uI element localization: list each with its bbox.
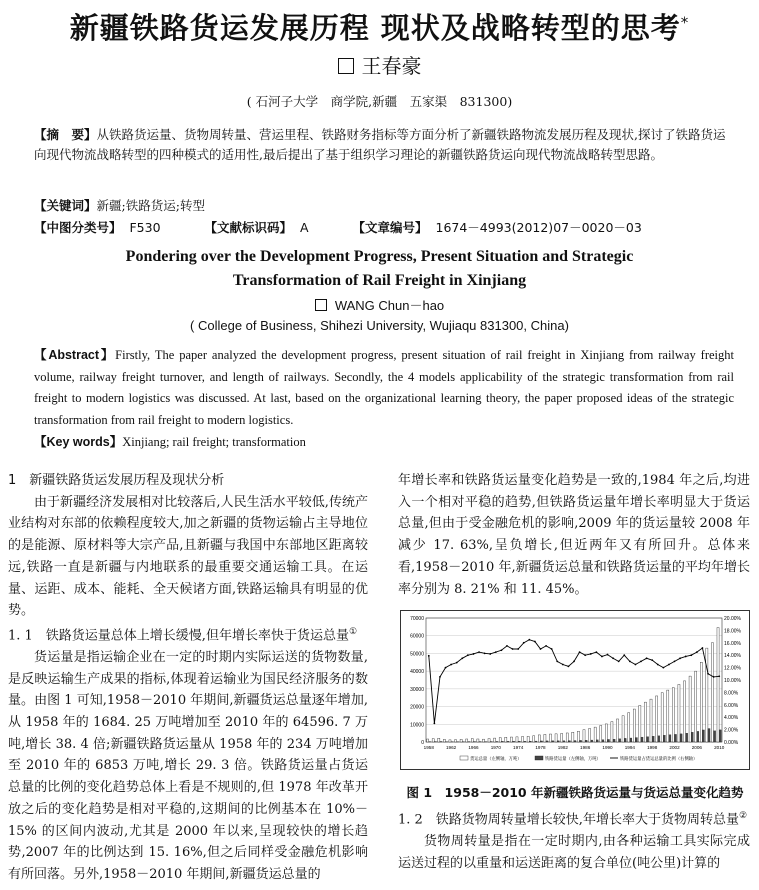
bar-rail-freight	[646, 737, 648, 742]
bar-rail-freight	[602, 740, 604, 742]
line-point	[428, 655, 430, 657]
legend-label: 铁路货运量（左侧轴，万吨）	[545, 757, 601, 762]
left-column	[8, 470, 368, 886]
bar-total-freight	[533, 736, 535, 742]
paragraph-3: 年增长率和铁路货运量变化趋势是一致的,1984 年之后,均进入一个相对平稳的趋势,但铁路货运量年增长率明显大于货运总量,但由于受金融危机的影响,2009 年的货运量较 2008 年减少 17. 63%,呈负增长,但近两年又有所回升。总体来看,1958－2010 年,新疆货运总量和铁路货运量的平均年增长率分别为 8. 21% 和 11. 45%。	[398, 473, 750, 597]
affiliation: ( 石河子大学 商学院,新疆 五家渠 831300)	[246, 94, 513, 109]
line-point	[473, 653, 475, 655]
y-left-tick-label: 20000	[410, 704, 424, 711]
author-marker-box	[315, 299, 327, 311]
bar-total-freight	[706, 648, 708, 742]
bar-rail-freight	[579, 740, 581, 742]
line-point	[489, 653, 491, 655]
legend-label: 铁路货运量占货运总量的比例（右侧轴）	[620, 757, 698, 762]
bar-rail-freight	[501, 741, 503, 742]
bar-rail-freight	[591, 740, 593, 742]
bar-total-freight	[628, 713, 630, 742]
x-tick-label: 1958	[423, 745, 434, 750]
line-point	[484, 652, 486, 654]
y-right-tick-label: 8.00%	[724, 690, 739, 697]
bar-rail-freight	[663, 735, 665, 742]
bar-total-freight	[639, 706, 641, 742]
bar-rail-freight	[524, 741, 526, 742]
bar-total-freight	[611, 722, 613, 742]
bar-total-freight	[499, 738, 501, 742]
y-left-tick-label: 60000	[410, 633, 424, 640]
line-point	[523, 642, 525, 644]
line-point	[618, 661, 620, 663]
line-point	[713, 676, 715, 678]
bar-total-freight	[656, 696, 658, 742]
y-right-tick-label: 2.00%	[724, 727, 739, 734]
line-point	[679, 657, 681, 659]
line-point	[601, 656, 603, 658]
bar-rail-freight	[624, 738, 626, 742]
bar-total-freight	[678, 684, 680, 742]
bar-total-freight	[689, 676, 691, 742]
bar-rail-freight	[686, 733, 688, 742]
line-point	[668, 664, 670, 666]
bar-rail-freight	[546, 741, 548, 742]
x-tick-label: 1974	[513, 745, 524, 750]
abstract-text: 从铁路货运量、货物周转量、营运里程、铁路财务指标等方面分析了新疆铁路物流发展历程及现状,探讨了铁路货运向现代物流战略转型的四种模式的适用性,最后提出了基于组织学习理论的新疆铁路货运向现代物流战略转型思路。	[34, 127, 726, 162]
bar-total-freight	[443, 739, 445, 742]
bar-total-freight	[561, 733, 563, 742]
keywords-label: 【关键词】	[34, 198, 97, 213]
y-left-tick-label: 40000	[410, 669, 424, 676]
bar-total-freight	[510, 737, 512, 742]
bar-total-freight	[577, 731, 579, 742]
line-point	[612, 657, 614, 659]
bar-total-freight	[549, 734, 551, 742]
bar-total-freight	[594, 727, 596, 742]
right-column-top	[398, 470, 750, 600]
english-abstract: 【Abstract】Firstly, The paper analyzed the development progress, present situation of rail freight in Xinjiang from railway freight volume, railway freight turnover, and length of railways. Secondly, the 4 models applicability of the strategic transformation from rail freight to modern logistics was discussed. At last, based on the organizational learning theory, the paper proposed ideas of the strategic transformation from rail freight to modern logistics.	[34, 348, 734, 427]
line-point	[584, 654, 586, 656]
figure-1-caption: 图 1 1958－2010 年新疆铁路货运量与货运总量变化趋势	[406, 785, 744, 800]
y-right-tick-label: 4.00%	[724, 715, 739, 722]
line-point	[461, 657, 463, 659]
line-point	[500, 649, 502, 651]
bar-rail-freight	[630, 738, 632, 742]
bar-rail-freight	[641, 737, 643, 742]
subsection-1-1-heading: 1. 1 铁路货运量总体上增长缓慢,但年增长率快于货运总量①	[8, 626, 358, 644]
y-right-tick-label: 16.00%	[724, 640, 741, 647]
bar-rail-freight	[557, 741, 559, 742]
bar-total-freight	[644, 702, 646, 742]
bar-total-freight	[432, 739, 434, 742]
bar-total-freight	[717, 628, 719, 742]
y-right-tick-label: 6.00%	[724, 702, 739, 709]
keywords-text: 新疆;铁路货运;转型	[96, 198, 205, 213]
line-point	[718, 675, 720, 677]
bar-total-freight	[494, 738, 496, 742]
y-left-tick-label: 50000	[410, 651, 424, 658]
bar-rail-freight	[512, 741, 514, 742]
bar-rail-freight	[714, 731, 716, 742]
y-right-tick-label: 20.00%	[724, 616, 741, 622]
line-point	[651, 659, 653, 661]
bar-rail-freight	[552, 741, 554, 742]
bar-total-freight	[605, 724, 607, 742]
line-point	[562, 664, 564, 666]
bar-rail-freight	[658, 736, 660, 742]
bar-rail-freight	[540, 741, 542, 742]
bar-rail-freight	[691, 732, 693, 742]
bar-total-freight	[471, 739, 473, 742]
legend-swatch-total	[460, 756, 468, 760]
bar-total-freight	[683, 681, 685, 742]
bar-total-freight	[488, 739, 490, 742]
bar-total-freight	[522, 737, 524, 742]
bar-rail-freight	[496, 741, 498, 742]
line-point	[590, 653, 592, 655]
bar-total-freight	[633, 709, 635, 742]
english-title: Pondering over the Development Progress, Present Situation and Strategic Transformation of Rail Freight in Xinjiang	[125, 248, 634, 289]
bar-rail-freight	[619, 739, 621, 742]
bar-total-freight	[449, 740, 451, 742]
bar-total-freight	[482, 739, 484, 742]
classification-line: 【中图分类号】 F530 【文献标识码】 A 【文章编号】 1674－4993(2012)07－0020－03	[34, 220, 642, 235]
line-point	[551, 648, 553, 650]
line-point	[646, 657, 648, 659]
bar-rail-freight	[719, 730, 721, 742]
line-point	[545, 645, 547, 647]
line-point	[528, 639, 530, 641]
bar-total-freight	[583, 730, 585, 742]
bar-rail-freight	[697, 731, 699, 742]
bar-total-freight	[555, 734, 557, 742]
line-point	[640, 661, 642, 663]
y-right-tick-label: 14.00%	[724, 653, 741, 660]
paragraph-1: 由于新疆经济发展相对比较落后,人民生活水平较低,传统产业结构对东部的依赖程度较大,加之新疆的货物运输占主导地位的是能源、原材料等大宗产品,且新疆与我国中东部地区距离较远,铁路一直是新疆与内地联系的最重要交通运输工具。在运量、运距、成本、能耗、全天候诸方面,铁路运输具有明显的优势。	[8, 494, 368, 619]
x-tick-label: 1998	[647, 745, 658, 750]
author-marker-box	[338, 58, 354, 74]
bar-rail-freight	[669, 735, 671, 742]
line-point	[517, 648, 519, 650]
x-tick-label: 1962	[446, 745, 457, 750]
paragraph-4: 货物周转量是指在一定时期内,由各种运输工具实际完成运送过程的以重量和运送距离的复合单位(吨公里)计算的	[398, 834, 750, 871]
bar-total-freight	[589, 729, 591, 742]
line-point	[702, 647, 704, 649]
bar-rail-freight	[635, 738, 637, 742]
line-point	[506, 645, 508, 647]
line-point	[433, 723, 435, 725]
bar-rail-freight	[680, 734, 682, 742]
paper-title: 新疆铁路货运发展历程 现状及战略转型的思考*	[69, 11, 690, 45]
line-point	[467, 654, 469, 656]
y-left-tick-label: 30000	[410, 686, 424, 693]
bar-total-freight	[466, 739, 468, 742]
line-point	[635, 664, 637, 666]
author: 王春豪	[0, 50, 759, 79]
line-point	[573, 661, 575, 663]
line-point	[595, 651, 597, 653]
abstract-label: 【摘 要】	[34, 127, 97, 142]
x-tick-label: 2002	[669, 745, 680, 750]
y-right-tick-label: 0.00%	[724, 740, 739, 746]
y-right-tick-label: 18.00%	[724, 628, 741, 635]
bar-rail-freight	[708, 729, 710, 742]
line-point	[707, 673, 709, 675]
line-point	[456, 662, 458, 664]
bar-rail-freight	[518, 741, 520, 742]
keywords-cn	[34, 196, 734, 216]
bar-rail-freight	[607, 739, 609, 742]
bar-total-freight	[427, 739, 429, 742]
bar-rail-freight	[652, 736, 654, 742]
bar-total-freight	[700, 662, 702, 742]
bar-rail-freight	[529, 741, 531, 742]
english-author: WANG Chun－hao	[0, 295, 759, 314]
line-point	[478, 651, 480, 653]
bar-total-freight	[667, 690, 669, 742]
bar-total-freight	[572, 732, 574, 742]
x-tick-label: 1986	[580, 745, 591, 750]
bar-rail-freight	[613, 739, 615, 742]
bar-total-freight	[454, 740, 456, 742]
bar-rail-freight	[574, 741, 576, 742]
line-point	[623, 654, 625, 656]
bar-total-freight	[538, 735, 540, 742]
line-point	[495, 651, 497, 653]
line-point	[674, 661, 676, 663]
section-1-heading: 1 新疆铁路货运发展历程及现状分析	[8, 473, 225, 488]
legend-label: 货运总量（左侧轴，万吨）	[470, 757, 522, 762]
line-point	[662, 667, 664, 669]
bar-total-freight	[600, 726, 602, 742]
line-point	[579, 651, 581, 653]
x-tick-label: 1970	[490, 745, 501, 750]
line-point	[690, 654, 692, 656]
bar-total-freight	[460, 739, 462, 742]
x-tick-label: 2010	[714, 745, 725, 750]
bar-rail-freight	[535, 741, 537, 742]
line-point	[696, 651, 698, 653]
english-keywords: 【Key words】Xinjiang; rail freight; transformation	[34, 435, 306, 449]
y-right-tick-label: 10.00%	[724, 678, 741, 684]
bar-rail-freight	[585, 740, 587, 742]
bar-rail-freight	[568, 741, 570, 742]
bar-total-freight	[672, 688, 674, 742]
subsection-1-2-heading: 1. 2 铁路货物周转量增长较快,年增长率大于货物周转总量②	[398, 811, 748, 828]
x-tick-label: 1982	[557, 745, 568, 750]
bar-total-freight	[566, 733, 568, 742]
x-tick-label: 1994	[624, 745, 635, 750]
y-left-tick-label: 0	[421, 740, 424, 746]
figure-1-chart	[400, 610, 750, 770]
line-point	[556, 661, 558, 663]
y-left-tick-label: 10000	[410, 722, 424, 729]
bar-total-freight	[544, 734, 546, 742]
bar-total-freight	[438, 738, 440, 742]
abstract-cn	[34, 125, 734, 165]
bar-total-freight	[661, 693, 663, 742]
bar-total-freight	[711, 643, 713, 742]
line-point	[512, 648, 514, 650]
english-affiliation: ( College of Business, Shihezi University, Wujiaqu 831300, China)	[190, 318, 569, 333]
bar-total-freight	[477, 739, 479, 742]
line-point	[685, 656, 687, 658]
bar-rail-freight	[596, 740, 598, 742]
bar-total-freight	[695, 671, 697, 742]
line-point	[540, 648, 542, 650]
bar-total-freight	[622, 716, 624, 742]
y-left-tick-label: 70000	[410, 616, 424, 622]
bar-rail-freight	[440, 741, 442, 742]
legend-swatch-rail	[535, 756, 543, 760]
bar-rail-freight	[702, 730, 704, 742]
line-point	[450, 664, 452, 666]
paragraph-2: 货运量是指运输企业在一定的时期内实际运送的货物数量,是反映运输生产成果的指标,体现着运输业为国民经济服务的数量。由图 1 可知,1958－2010 年期间,新疆货运总量逐年增加,从 1958 年的 1684. 25 万吨增加至 2010 年的 64596. 7 万吨,增长 38. 4 倍;新疆铁路货运量从 1958 年的 234 万吨增加至 2010 年的 6853 万吨,增长 29. 3 倍。铁路货运量占货运总量的比例的变化趋势总体上看是不规则的,但 1978 年改革开放之后的变化趋势是相对平稳的,这期间的比例基本在 10%－15% 的区间内波动,尤其是 2000 年以来,呈现较快的增长趋势,2007 年的比例达到 15. 16%,但之后同样受金融危机影响有所回落。另外,1958－2010 年期间,新疆货运总量的	[8, 649, 368, 882]
line-point	[534, 641, 536, 643]
line-point	[657, 664, 659, 666]
line-point	[568, 665, 570, 667]
bar-total-freight	[505, 737, 507, 742]
bar-rail-freight	[563, 741, 565, 742]
right-column-bottom	[398, 806, 750, 874]
bar-total-freight	[516, 737, 518, 742]
line-point	[445, 667, 447, 669]
x-tick-label: 1966	[468, 745, 479, 750]
bar-rail-freight	[674, 734, 676, 742]
line-point	[439, 676, 441, 678]
x-tick-label: 1990	[602, 745, 613, 750]
line-point	[629, 661, 631, 663]
bar-total-freight	[527, 736, 529, 742]
x-tick-label: 1978	[535, 745, 546, 750]
x-tick-label: 2006	[691, 745, 702, 750]
bar-total-freight	[650, 699, 652, 742]
line-point	[607, 654, 609, 656]
bar-rail-freight	[507, 741, 509, 742]
y-right-tick-label: 12.00%	[724, 665, 741, 672]
bar-total-freight	[616, 719, 618, 742]
